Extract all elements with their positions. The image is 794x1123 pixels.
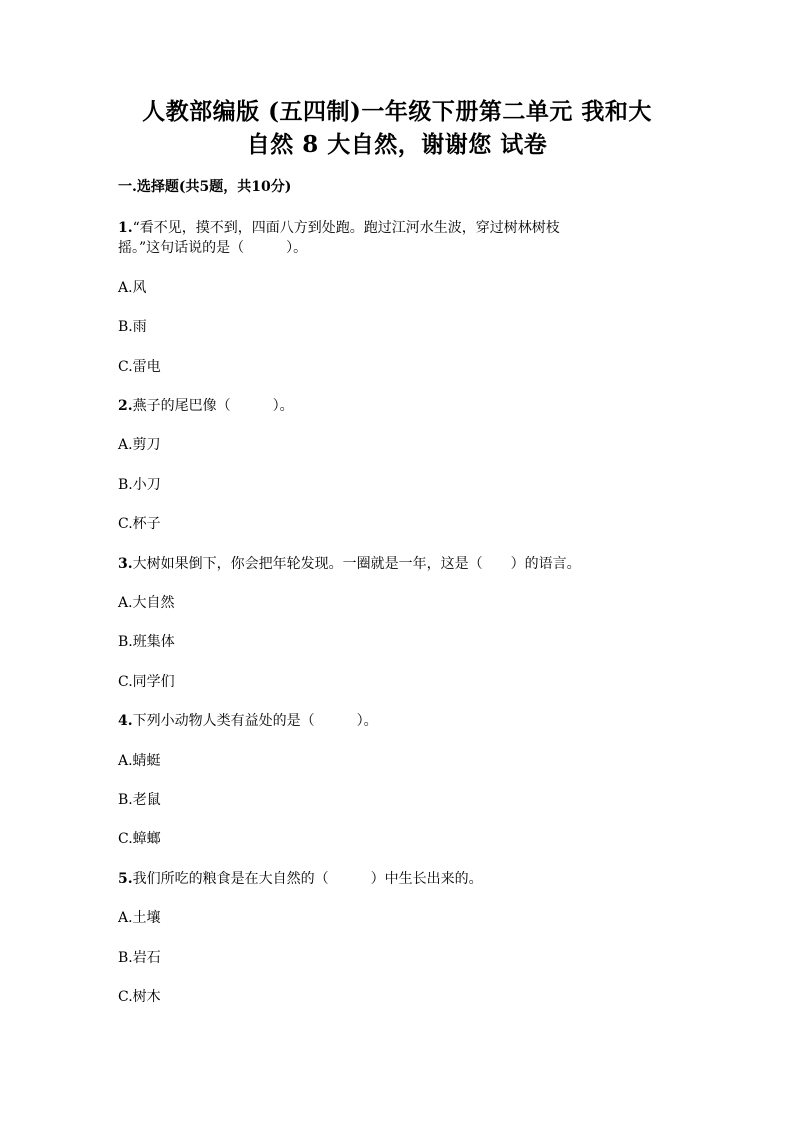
question-1-option-b: B.雨 <box>118 319 147 335</box>
question-1-option-a: A.风 <box>118 280 147 296</box>
question-5-number: 5. <box>118 871 133 887</box>
question-4-option-c: C.蟑螂 <box>118 831 161 847</box>
document-title-line-1: 人教部编版 (五四制)一年级下册第二单元 我和大 <box>142 98 652 125</box>
question-2-option-c: C.杯子 <box>118 516 161 532</box>
question-1-text-2: 摇。”这句话说的是（ ）。 <box>118 240 308 256</box>
question-2-option-b: B.小刀 <box>118 477 161 493</box>
question-2-text-1: 燕子的尾巴像（ ）。 <box>132 398 294 414</box>
question-4-option-a: A.蜻蜓 <box>118 753 161 769</box>
document-title-line-2: 自然 8 大自然，谢谢您 试卷 <box>246 131 548 158</box>
question-5-line-1 <box>118 869 483 889</box>
question-4-line-1 <box>118 711 378 731</box>
question-3-text-1: 大树如果倒下，你会把年轮发现。一圈就是一年，这是（ ）的语言。 <box>132 556 581 572</box>
question-5-option-c: C.树木 <box>118 989 161 1005</box>
question-1-line-1 <box>118 218 560 238</box>
question-5-text-1: 我们所吃的粮食是在大自然的（ ）中生长出来的。 <box>132 871 483 887</box>
question-4-number: 4. <box>118 713 133 729</box>
question-3-option-b: B.班集体 <box>118 634 175 650</box>
question-1-number: 1. <box>118 220 133 236</box>
question-3-option-c: C.同学们 <box>118 674 175 690</box>
question-1-text-1: “看不见，摸不到，四面八方到处跑。跑过江河水生波，穿过树林树枝 <box>132 220 560 236</box>
question-4-option-b: B.老鼠 <box>118 792 161 808</box>
question-3-line-1 <box>118 554 581 574</box>
question-2-line-1 <box>118 396 294 416</box>
question-1-option-c: C.雷电 <box>118 359 161 375</box>
section-heading: 一.选择题(共5题，共10分) <box>118 179 292 195</box>
question-5-option-b: B.岩石 <box>118 950 161 966</box>
question-4-text-1: 下列小动物人类有益处的是（ ）。 <box>132 713 378 729</box>
question-5-option-a: A.土壤 <box>118 910 161 926</box>
question-3-option-a: A.大自然 <box>118 595 175 611</box>
question-3-number: 3. <box>118 556 133 572</box>
question-2-option-a: A.剪刀 <box>118 437 161 453</box>
question-2-number: 2. <box>118 398 133 414</box>
